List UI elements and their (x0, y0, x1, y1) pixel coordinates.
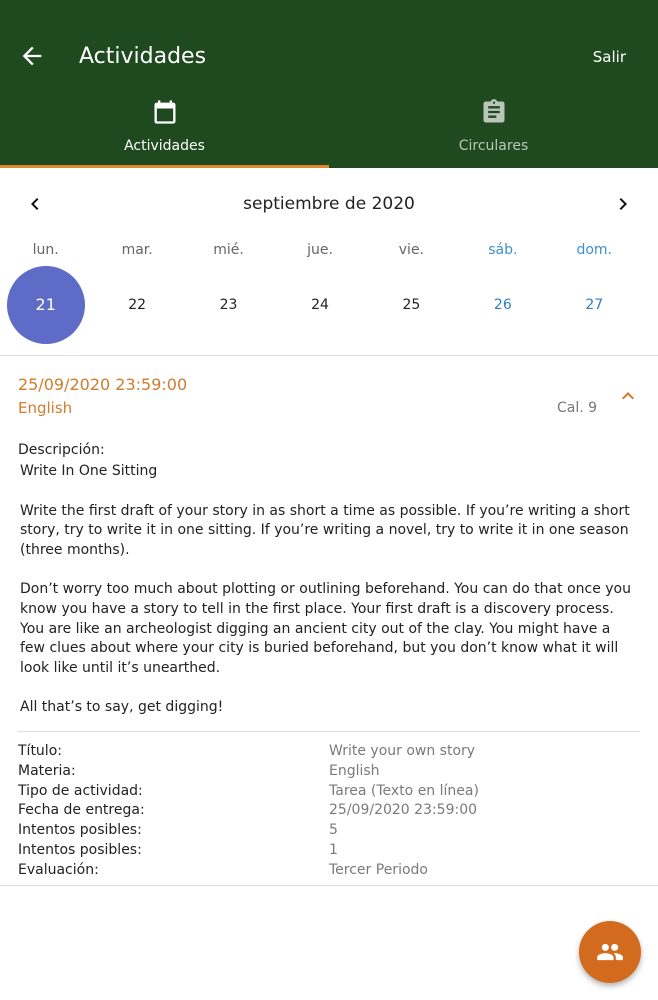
detail-value: 5 (329, 822, 338, 839)
tab-circulares-label: Circulares (458, 138, 529, 154)
chevron-right-icon[interactable] (611, 192, 635, 216)
day-number: 27 (585, 297, 604, 313)
day-cell[interactable] (366, 266, 457, 344)
calendar-icon (151, 98, 179, 126)
back-arrow-icon[interactable] (18, 42, 46, 70)
clipboard-icon (480, 98, 508, 126)
detail-row (18, 801, 640, 821)
day-cell[interactable] (183, 266, 274, 344)
chevron-up-icon[interactable] (616, 384, 640, 408)
tab-actividades-label: Actividades (124, 138, 205, 154)
detail-key: Materia: (18, 762, 76, 779)
app-bar (0, 0, 658, 168)
detail-key: Fecha de entrega: (18, 802, 145, 819)
tab-indicator (0, 165, 329, 168)
divider (0, 355, 658, 356)
day-number: 25 (402, 297, 421, 313)
tab-circulares[interactable] (329, 96, 658, 168)
detail-row (18, 841, 640, 861)
weekday-label: sáb. (488, 242, 518, 258)
weekday-label: vie. (398, 242, 425, 258)
weekday-label: lun. (32, 242, 59, 258)
detail-row (18, 782, 640, 802)
detail-row (18, 762, 640, 782)
weekday-row (0, 238, 658, 262)
calendar-header (0, 186, 658, 222)
activity-details (18, 742, 640, 881)
detail-value: Write your own story (329, 743, 476, 759)
day-number: 22 (128, 297, 147, 313)
day-number: 26 (493, 297, 512, 313)
activity-grade: Cal. 9 (557, 400, 598, 416)
description-title: Write In One Sitting (20, 463, 158, 479)
weekday-label: mié. (213, 242, 244, 258)
weekday-label: mar. (121, 242, 153, 258)
logout-button[interactable]: Salir (592, 48, 626, 66)
weekday-label: dom. (576, 242, 613, 258)
detail-key: Título: (18, 743, 62, 759)
weekday-label: jue. (307, 242, 333, 258)
group-fab-button[interactable] (579, 921, 641, 983)
day-cell[interactable] (274, 266, 365, 344)
detail-value: Tercer Periodo (329, 861, 428, 878)
description-paragraph: Don’t worry too much about plotting or outlining beforehand. You can do that once you know you have a story to tell in the first place. Your first draft is a discovery process. You are like an archeologist digging an ancient city out of the clay. You might have a few clues about where your city is buried beforehand, but you don’t know what it will look like until it’s unearthed. (20, 581, 631, 676)
detail-key: Tipo de actividad: (18, 782, 143, 799)
month-label: septiembre de 2020 (243, 194, 415, 214)
detail-value: Tarea (Texto en línea) (329, 782, 479, 799)
activity-due-date[interactable]: 25/09/2020 23:59:00 (18, 375, 188, 394)
day-cell[interactable] (549, 266, 640, 344)
description-paragraph: All that’s to say, get digging! (20, 699, 224, 716)
tab-actividades[interactable] (0, 96, 329, 168)
day-cell[interactable] (91, 266, 182, 344)
detail-value: English (329, 762, 380, 779)
day-cell-selected[interactable] (0, 266, 91, 344)
description-paragraph: Write the first draft of your story in as short a time as possible. If you’re writing a short story, try to write it in one sitting. If you’re writing a novel, try to write it in one season (three months). (20, 502, 630, 558)
description-body (20, 462, 638, 738)
detail-key: Intentos posibles: (18, 822, 142, 839)
detail-row (18, 861, 640, 881)
detail-row (18, 742, 640, 762)
activity-subject: English (18, 399, 73, 417)
detail-key: Evaluación: (18, 861, 99, 878)
group-icon (596, 938, 624, 966)
day-number: 24 (311, 297, 329, 313)
day-number: 23 (219, 297, 238, 313)
day-row (0, 266, 658, 344)
divider (18, 731, 640, 732)
page-title: Actividades (79, 44, 207, 69)
detail-value: 1 (329, 841, 338, 858)
day-number: 21 (35, 295, 56, 314)
divider (0, 885, 658, 886)
description-label: Descripción: (18, 442, 105, 458)
detail-row (18, 821, 640, 841)
day-cell[interactable] (457, 266, 548, 344)
detail-key: Intentos posibles: (18, 841, 142, 858)
detail-value: 25/09/2020 23:59:00 (329, 802, 478, 819)
